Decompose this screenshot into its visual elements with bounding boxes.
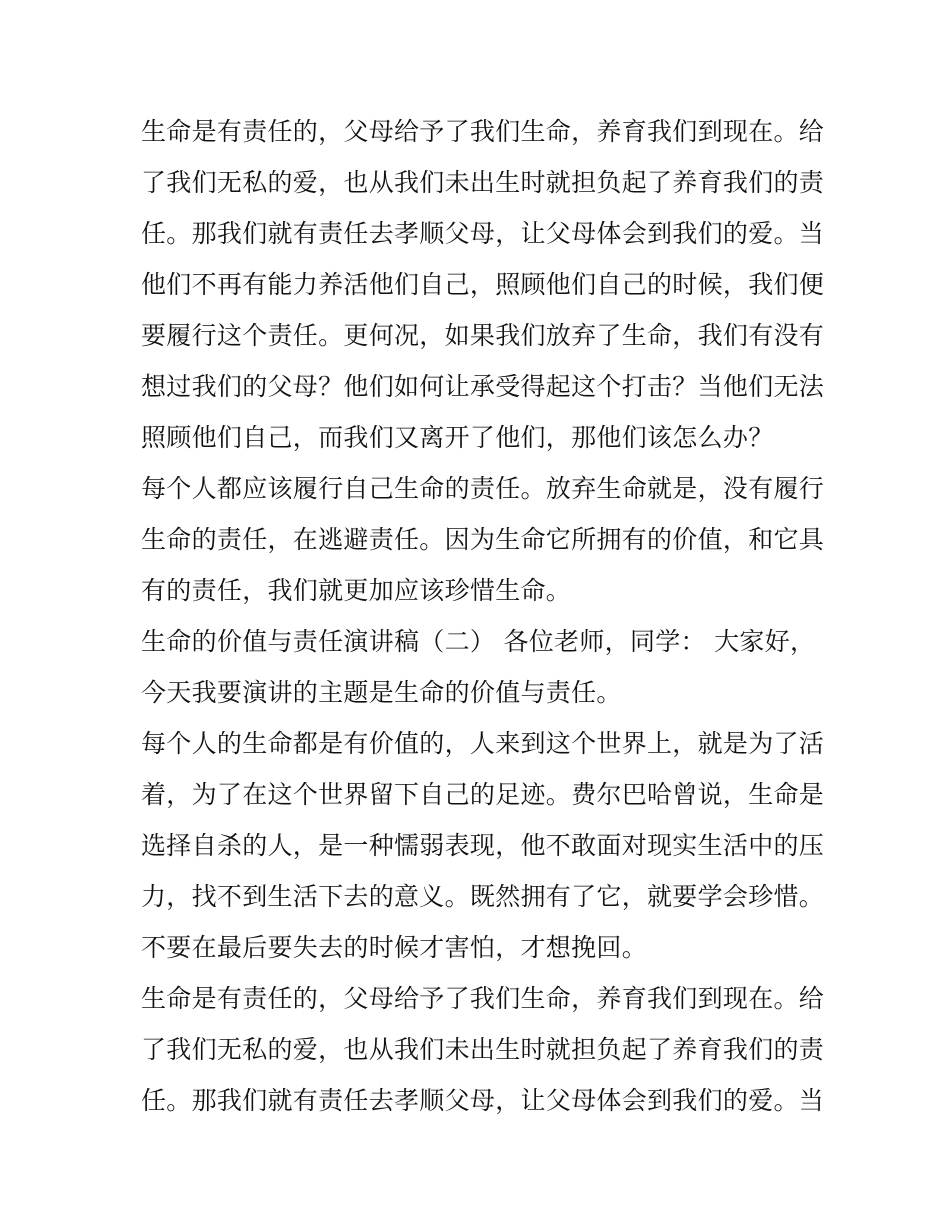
text-line: 生命的责任，在逃避责任。因为生命它所拥有的价值，和它具 xyxy=(141,525,825,554)
text-line: 生命是有责任的，父母给予了我们生命，养育我们到现在。给 xyxy=(141,984,825,1013)
text-line: 不要在最后要失去的时候才害怕，才想挽回。 xyxy=(141,933,648,962)
text-line: 想过我们的父母？他们如何让承受得起这个打击？当他们无法 xyxy=(141,372,825,401)
text-line: 他们不再有能力养活他们自己，照顾他们自己的时候，我们便 xyxy=(141,270,825,299)
text-line: 任。那我们就有责任去孝顺父母，让父母体会到我们的爱。当 xyxy=(141,1086,825,1115)
text-line: 每个人的生命都是有价值的，人来到这个世界上，就是为了活 xyxy=(141,729,825,758)
text-line: 选择自杀的人，是一种懦弱表现，他不敢面对现实生活中的压 xyxy=(141,831,825,860)
text-line: 着，为了在这个世界留下自己的足迹。费尔巴哈曾说，生命是 xyxy=(141,780,825,809)
text-line: 生命是有责任的，父母给予了我们生命，养育我们到现在。给 xyxy=(141,117,825,146)
text-line: 了我们无私的爱，也从我们未出生时就担负起了养育我们的责 xyxy=(141,1035,825,1064)
body-text xyxy=(141,106,825,1126)
text-line: 照顾他们自己，而我们又离开了他们，那他们该怎么办？ xyxy=(141,423,774,452)
text-line: 有的责任，我们就更加应该珍惜生命。 xyxy=(141,576,572,605)
text-line: 了我们无私的爱，也从我们未出生时就担负起了养育我们的责 xyxy=(141,168,825,197)
text-line: 今天我要演讲的主题是生命的价值与责任。 xyxy=(141,678,622,707)
text-line: 力，找不到生活下去的意义。既然拥有了它，就要学会珍惜。 xyxy=(141,882,825,911)
text-line: 每个人都应该履行自己生命的责任。放弃生命就是，没有履行 xyxy=(141,474,825,503)
text-line: 要履行这个责任。更何况，如果我们放弃了生命，我们有没有 xyxy=(141,321,825,350)
text-line: 任。那我们就有责任去孝顺父母，让父母体会到我们的爱。当 xyxy=(141,219,825,248)
text-line: 生命的价值与责任演讲稿（二） 各位老师，同学： 大家好， xyxy=(141,627,816,656)
